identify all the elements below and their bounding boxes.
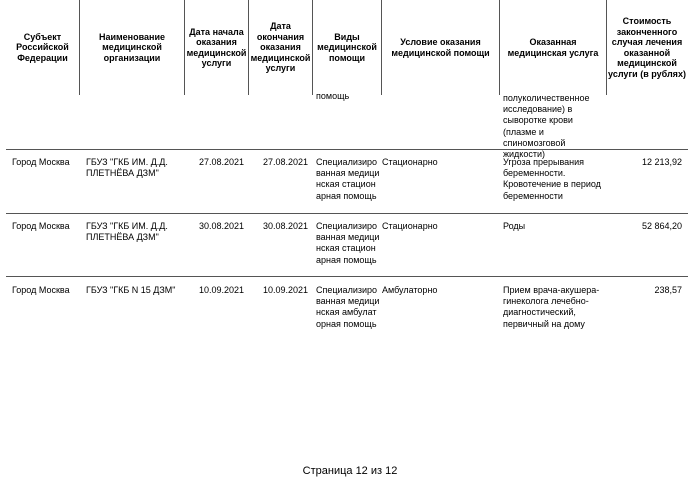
cell-condition: Стационарно (382, 157, 438, 167)
cell-subject: Город Москва (12, 221, 70, 231)
row-divider (6, 149, 688, 150)
cell-care-type: Специализированная медицинская амбулаторная помощь (316, 285, 380, 329)
cell-subject: Город Москва (12, 157, 70, 167)
cell-organization: ГБУЗ "ГКБ N 15 ДЗМ" (86, 285, 176, 295)
header-date-start: Дата начала оказания медицинской услуги (186, 26, 247, 68)
continuation-care-type: помощь (316, 91, 350, 101)
cell-service: Роды (503, 221, 526, 231)
continuation-service: полуколичественное исследование) в сыворотке крови (плазме и спиномозговой жидкости) (503, 93, 590, 160)
cell-subject: Город Москва (12, 285, 70, 295)
header-condition: Условие оказания медицинской помощи (391, 37, 490, 58)
cell-date-start: 27.08.2021 (198, 157, 244, 167)
cell-date-start: 30.08.2021 (198, 221, 244, 231)
cell-condition: Амбулаторно (382, 285, 438, 295)
header-date-end: Дата окончания оказания медицинской услуги (250, 21, 311, 74)
cell-date-end: 10.09.2021 (262, 285, 308, 295)
cell-date-start: 10.09.2021 (198, 285, 244, 295)
row-divider (6, 213, 688, 214)
cell-cost: 52 864,20 (641, 221, 682, 231)
cell-date-end: 27.08.2021 (262, 157, 308, 167)
header-care-type: Виды медицинской помощи (317, 31, 377, 63)
header-cost: Стоимость законченного случая лечения оказанной медицинской услуги (в рублях) (608, 16, 686, 79)
cell-cost: 238,57 (654, 285, 682, 295)
page-number: Страница 12 из 12 (302, 465, 398, 477)
header-subject: Субъект Российской Федерации (16, 31, 69, 63)
cell-care-type: Специализированная медицинская стационарная помощь (316, 221, 380, 265)
cell-cost: 12 213,92 (641, 157, 682, 167)
cell-service: Угроза прерывания беременности. Кровотечение в период беременности (503, 157, 601, 201)
cell-condition: Стационарно (382, 221, 438, 231)
cell-date-end: 30.08.2021 (262, 221, 308, 231)
header-organization: Наименование медицинской организации (98, 31, 166, 63)
cell-care-type: Специализированная медицинская стационарная помощь (316, 157, 380, 201)
cell-organization: ГБУЗ "ГКБ ИМ. Д.Д. ПЛЕТНЁВА ДЗМ" (86, 221, 168, 243)
header-service: Оказанная медицинская услуга (507, 37, 599, 58)
cell-organization: ГБУЗ "ГКБ ИМ. Д.Д. ПЛЕТНЁВА ДЗМ" (86, 157, 168, 179)
cell-service: Прием врача-акушера-гинеколога лечебно-диагностический, первичный на дому (503, 285, 600, 329)
row-divider (6, 276, 688, 277)
